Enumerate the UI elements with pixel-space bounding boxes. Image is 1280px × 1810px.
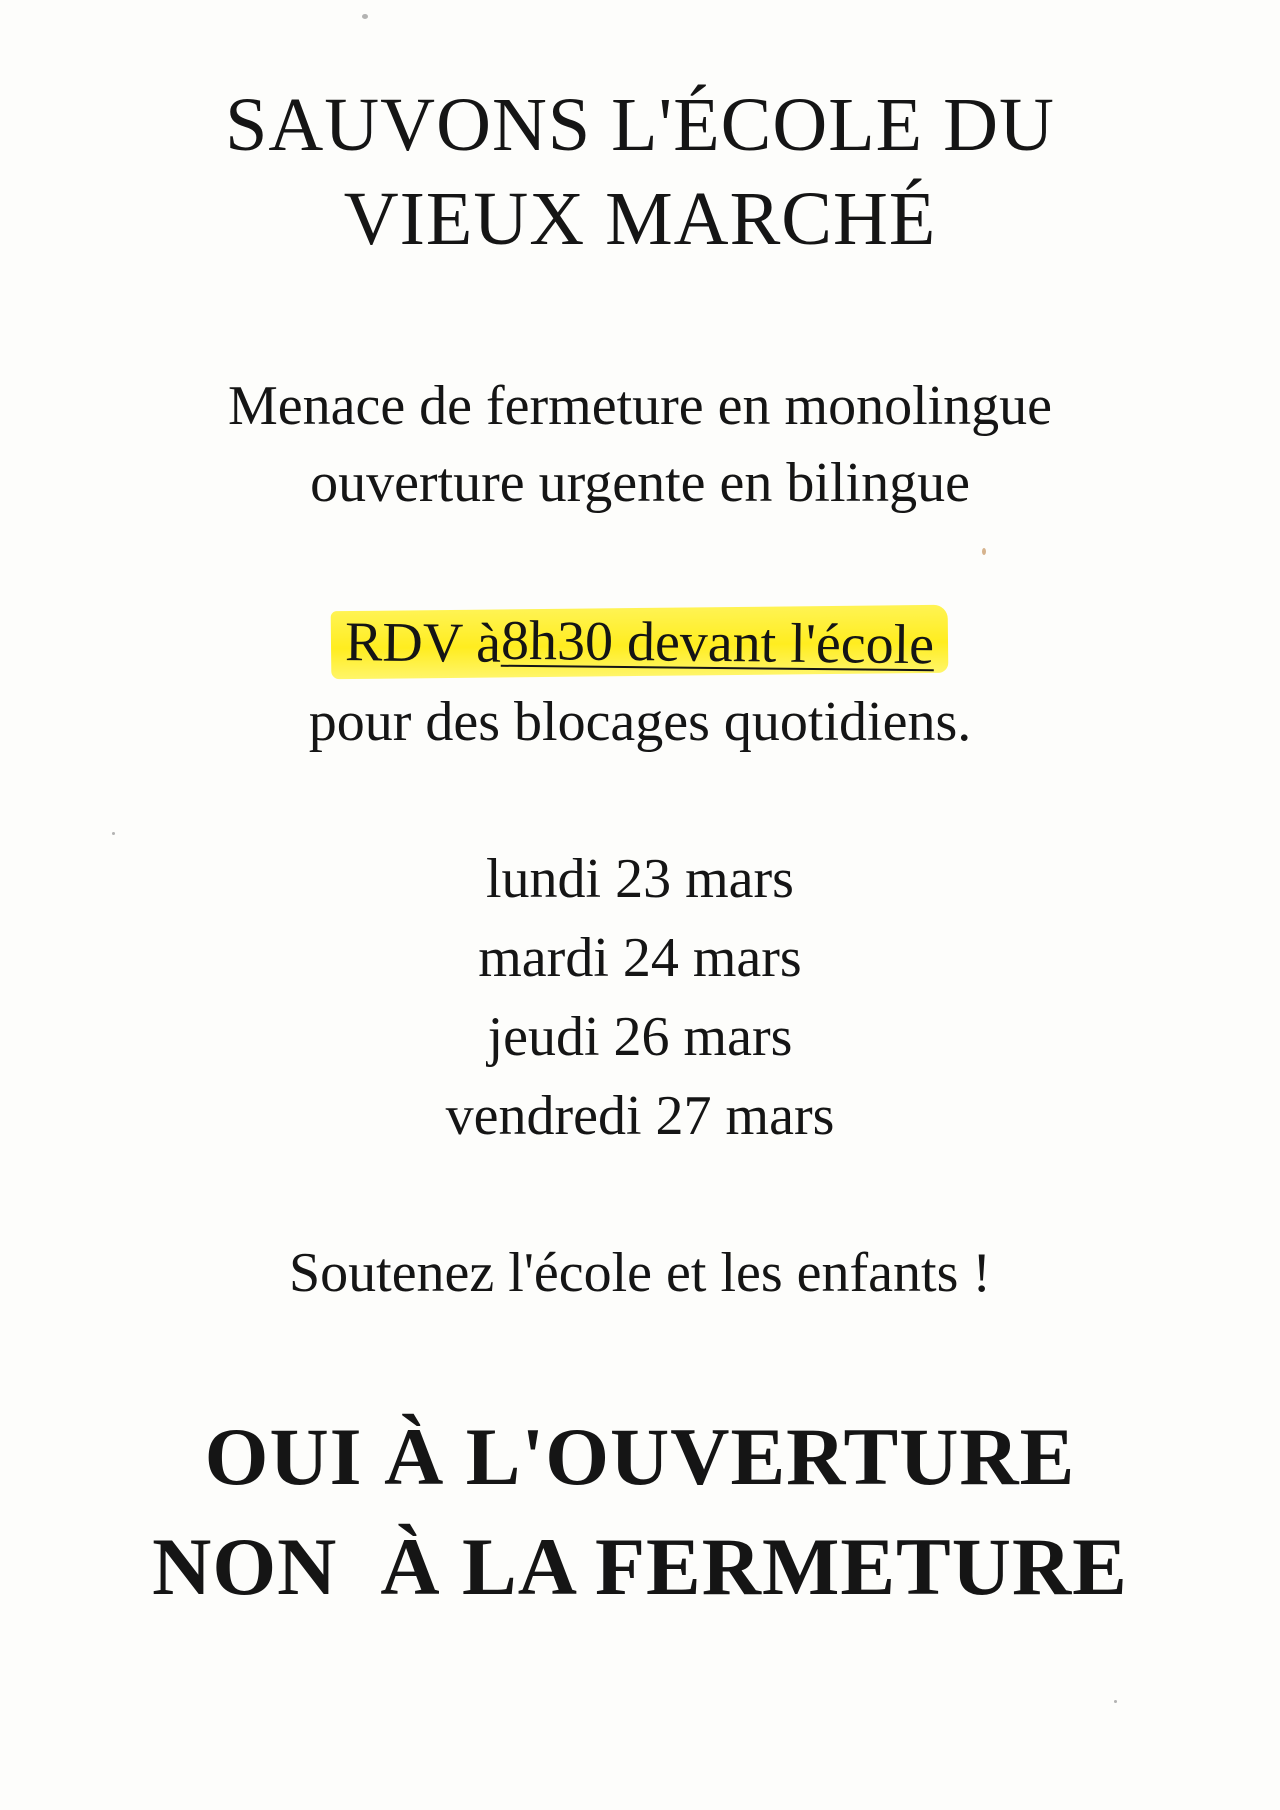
- rdv-line: [0, 604, 1280, 683]
- rdv-line-2: pour des blocages quotidiens.: [308, 691, 972, 753]
- yellow-highlight: [331, 605, 949, 679]
- paper-speck: [1114, 1700, 1117, 1703]
- paper-speck: [112, 832, 115, 835]
- subtitle-line-1: Menace de fermeture en monolingue: [227, 375, 1053, 437]
- paper-speck: [362, 14, 368, 19]
- title-line-1: SAUVONS L'ÉCOLE DU: [225, 83, 1055, 167]
- subtitle-line-2: ouverture urgente en bilingue: [310, 452, 970, 514]
- slogan-line-1: OUI À L'OUVERTURE: [204, 1411, 1076, 1502]
- rdv-time-place: 8h30 devant l'école: [501, 609, 935, 677]
- date-item: vendredi 27 mars: [445, 1085, 835, 1147]
- flyer-title: [0, 78, 1280, 266]
- date-item: mardi 24 mars: [478, 927, 802, 989]
- support-message: [0, 1234, 1280, 1313]
- rdv-prefix: RDV à: [345, 611, 502, 675]
- paper-speck: [982, 548, 986, 555]
- date-item: lundi 23 mars: [486, 848, 794, 910]
- slogan-line-2: NON À LA FERMETURE: [152, 1521, 1128, 1612]
- slogan: [0, 1402, 1280, 1622]
- flyer-subtitle: [0, 368, 1280, 522]
- rdv-section: [0, 604, 1280, 762]
- date-item: jeudi 26 mars: [487, 1006, 793, 1068]
- support-line: Soutenez l'école et les enfants !: [288, 1242, 992, 1304]
- dates-list: [0, 840, 1280, 1156]
- title-line-2: VIEUX MARCHÉ: [343, 177, 937, 261]
